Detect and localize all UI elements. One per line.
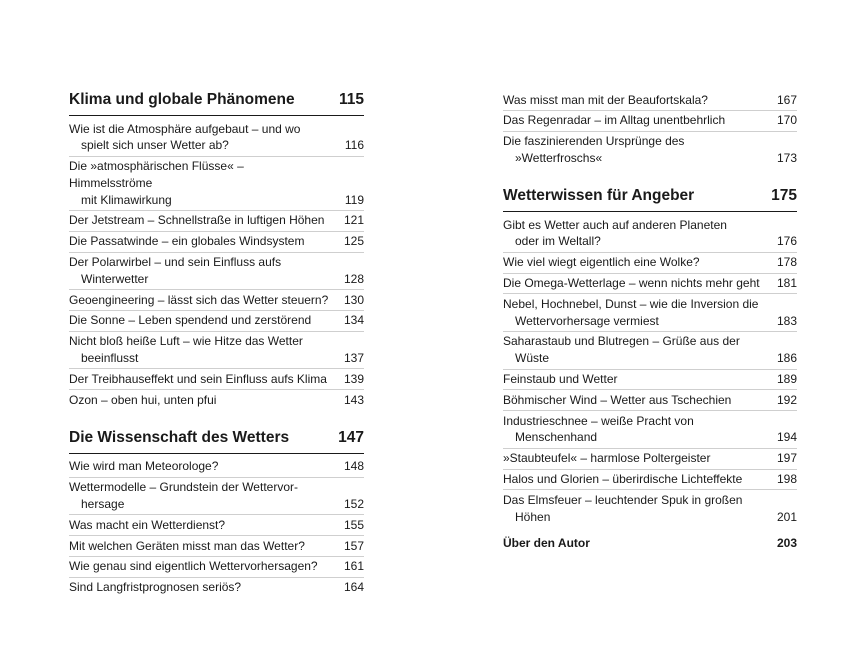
entry-title-line: Wie wird man Meteorologe? xyxy=(69,459,219,474)
toc-entry xyxy=(503,215,797,253)
entry-page-number: 181 xyxy=(776,276,797,291)
entry-page-number: 189 xyxy=(776,372,797,387)
section-heading xyxy=(503,186,797,212)
entry-title-line: Saharastaub und Blutregen – Grüße aus der xyxy=(503,334,740,349)
toc-entry xyxy=(69,332,364,370)
about-author-page-number: 203 xyxy=(776,535,797,550)
entry-title-line: Das Elmsfeuer – leuchtender Spuk in großen xyxy=(503,492,743,507)
entry-page-number: 178 xyxy=(776,255,797,270)
about-author-title: Über den Autor xyxy=(503,535,590,550)
toc-entry xyxy=(69,578,364,598)
entry-title-line: spielt sich unser Wetter ab? xyxy=(81,138,229,153)
toc-entry xyxy=(503,449,797,470)
toc-entry xyxy=(69,311,364,332)
toc-entry xyxy=(69,157,364,211)
entry-title-line: Geoengineering – lässt sich das Wetter steuern? xyxy=(69,292,329,307)
entry-title-line: Wie ist die Atmosphäre aufgebaut – und wo xyxy=(69,121,301,136)
section-page-number: 147 xyxy=(338,428,364,446)
toc-entry xyxy=(69,290,364,311)
entry-title-line: Die faszinierenden Ursprünge des xyxy=(503,134,685,149)
entry-page-number: 176 xyxy=(776,234,797,249)
entry-page-number: 137 xyxy=(343,351,364,366)
entry-title-line: Böhmischer Wind – Wetter aus Tschechien xyxy=(503,392,732,407)
entry-title-line: Der Treibhauseffekt und sein Einfluss aufs Klima xyxy=(69,371,327,386)
entry-title-line: Nicht bloß heiße Luft – wie Hitze das Wetter xyxy=(69,334,303,349)
entry-page-number: 157 xyxy=(343,538,364,553)
entry-page-number: 194 xyxy=(776,430,797,445)
entry-page-number: 167 xyxy=(776,92,797,107)
entry-page-number: 201 xyxy=(776,509,797,524)
entry-title-line: Winterwetter xyxy=(81,271,149,286)
entry-title-line: Wie genau sind eigentlich Wettervorhersagen? xyxy=(69,559,318,574)
toc-entry xyxy=(69,253,364,291)
entry-title-line: Nebel, Hochnebel, Dunst – wie die Inversion die xyxy=(503,296,759,311)
section-page-number: 175 xyxy=(771,187,797,205)
entry-page-number: 183 xyxy=(776,313,797,328)
entry-title-line: mit Klimawirkung xyxy=(81,192,172,207)
toc-entry xyxy=(503,332,797,370)
toc-entry xyxy=(503,490,797,527)
entry-page-number: 164 xyxy=(343,580,364,595)
entry-page-number: 186 xyxy=(776,351,797,366)
entry-title-line: Was misst man mit der Beaufortskala? xyxy=(503,92,708,107)
toc-entry xyxy=(69,390,364,410)
toc-right-column xyxy=(503,90,797,552)
section-title: Klima und globale Phänomene xyxy=(69,91,295,108)
toc-entry xyxy=(69,536,364,557)
entry-page-number: 130 xyxy=(343,292,364,307)
section-page-number: 115 xyxy=(338,91,364,108)
entry-title-line: Gibt es Wetter auch auf anderen Planeten xyxy=(503,217,727,232)
entry-page-number: 170 xyxy=(776,113,797,128)
entry-title-line: Sind Langfristprognosen seriös? xyxy=(69,580,242,595)
toc-entry xyxy=(69,119,364,157)
toc-entry xyxy=(69,232,364,253)
entry-title-line: Das Regenradar – im Alltag unentbehrlich xyxy=(503,113,726,128)
entry-title-line: Ozon – oben hui, unten pfui xyxy=(69,392,217,407)
entry-title-line: Wettervorhersage vermiest xyxy=(515,313,659,328)
entry-title-line: Mit welchen Geräten misst man das Wetter? xyxy=(69,538,305,553)
entry-page-number: 128 xyxy=(343,271,364,286)
toc-entry xyxy=(69,457,364,478)
toc-entry xyxy=(503,470,797,491)
entry-page-number: 139 xyxy=(343,371,364,386)
section-heading xyxy=(69,90,364,116)
entry-page-number: 155 xyxy=(343,517,364,532)
toc-entry xyxy=(503,90,797,111)
entry-page-number: 119 xyxy=(344,192,364,207)
entry-title-line: Wettermodelle – Grundstein der Wettervor- xyxy=(69,480,298,495)
toc-entry xyxy=(503,132,797,169)
entry-title-line: Was macht ein Wetterdienst? xyxy=(69,517,226,532)
entry-title-line: Der Polarwirbel – und sein Einfluss aufs xyxy=(69,255,282,270)
entry-page-number: 125 xyxy=(343,234,364,249)
entry-page-number: 143 xyxy=(343,392,364,407)
entry-page-number: 152 xyxy=(343,497,364,512)
entry-page-number: 121 xyxy=(343,213,364,228)
entry-title-line: Wie viel wiegt eigentlich eine Wolke? xyxy=(503,255,700,270)
toc-entry xyxy=(69,478,364,516)
entry-title-line: Der Jetstream – Schnellstraße in luftigen Höhen xyxy=(69,213,325,228)
entry-page-number: 197 xyxy=(776,451,797,466)
entry-title-line: Wüste xyxy=(515,351,550,366)
entry-page-number: 173 xyxy=(776,150,797,165)
entry-title-line: Die Omega-Wetterlage – wenn nichts mehr geht xyxy=(503,276,760,291)
entry-title-line: oder im Weltall? xyxy=(515,234,601,249)
entry-title-line: »Staubteufel« – harmlose Poltergeister xyxy=(503,451,711,466)
toc-entry xyxy=(503,274,797,295)
entry-title-line: Höhen xyxy=(515,509,551,524)
entry-title-line: Die »atmosphärischen Flüsse« – Himmelsströme xyxy=(69,159,244,190)
toc-entry xyxy=(69,211,364,232)
toc-entry xyxy=(69,557,364,578)
entry-title-line: »Wetterfroschs« xyxy=(515,150,603,165)
toc-left-column xyxy=(69,90,364,598)
entry-title-line: Industrieschnee – weiße Pracht von xyxy=(503,413,694,428)
entry-title-line: hersage xyxy=(81,497,125,512)
entry-title-line: Die Passatwinde – ein globales Windsystem xyxy=(69,234,305,249)
entry-title-line: Menschenhand xyxy=(515,430,598,445)
entry-title-line: Halos und Glorien – überirdische Lichteffekte xyxy=(503,472,743,487)
section-title: Die Wissenschaft des Wetters xyxy=(69,428,290,446)
entry-page-number: 198 xyxy=(776,472,797,487)
toc-entry xyxy=(69,369,364,390)
entry-page-number: 148 xyxy=(343,459,364,474)
entry-page-number: 192 xyxy=(776,392,797,407)
toc-entry xyxy=(503,253,797,274)
entry-title-line: Feinstaub und Wetter xyxy=(503,372,618,387)
entry-page-number: 161 xyxy=(343,559,364,574)
toc-entry xyxy=(503,390,797,411)
entry-title-line: beeinflusst xyxy=(81,351,139,366)
section-title: Wetterwissen für Angeber xyxy=(503,187,695,205)
entry-page-number: 134 xyxy=(343,313,364,328)
about-author-entry xyxy=(503,535,797,552)
entry-page-number: 116 xyxy=(344,138,364,153)
toc-entry xyxy=(503,111,797,132)
toc-entry xyxy=(503,370,797,391)
entry-title-line: Die Sonne – Leben spendend und zerstörend xyxy=(69,313,312,328)
section-heading xyxy=(69,428,364,454)
toc-entry xyxy=(503,294,797,332)
toc-entry xyxy=(69,515,364,536)
toc-entry xyxy=(503,411,797,449)
